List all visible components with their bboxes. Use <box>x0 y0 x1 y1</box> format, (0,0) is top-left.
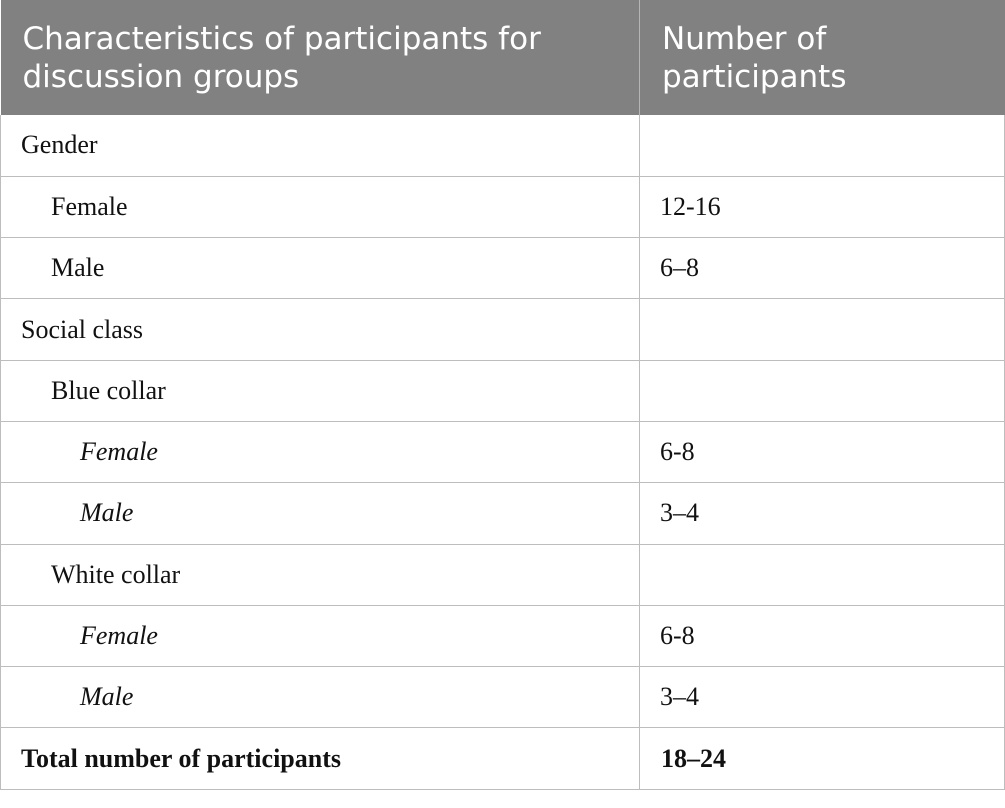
table-row <box>1 483 1005 544</box>
table-header <box>1 0 1005 115</box>
total-value: 18–24 <box>640 728 1005 789</box>
table-body <box>1 115 1005 789</box>
row-label: Gender <box>1 115 640 176</box>
row-value <box>640 544 1005 605</box>
row-value <box>640 360 1005 421</box>
table-row <box>1 176 1005 237</box>
row-label: Male <box>1 238 640 299</box>
row-value: 6–8 <box>640 238 1005 299</box>
table-row <box>1 115 1005 176</box>
row-label: Social class <box>1 299 640 360</box>
table-row <box>1 238 1005 299</box>
total-row <box>1 728 1005 789</box>
column-header-number: Number of participants <box>640 0 1005 115</box>
row-value: 3–4 <box>640 667 1005 728</box>
row-label: Blue collar <box>1 360 640 421</box>
row-value: 6-8 <box>640 605 1005 666</box>
row-value: 6-8 <box>640 421 1005 482</box>
row-label: Male <box>1 483 640 544</box>
row-label: Male <box>1 667 640 728</box>
row-value <box>640 115 1005 176</box>
header-row <box>1 0 1005 115</box>
row-value <box>640 299 1005 360</box>
total-label: Total number of participants <box>1 728 640 789</box>
row-value: 12-16 <box>640 176 1005 237</box>
table-row <box>1 421 1005 482</box>
table-row <box>1 544 1005 605</box>
row-label: Female <box>1 605 640 666</box>
row-value: 3–4 <box>640 483 1005 544</box>
table-row <box>1 360 1005 421</box>
row-label: White collar <box>1 544 640 605</box>
row-label: Female <box>1 176 640 237</box>
table-row <box>1 605 1005 666</box>
column-header-characteristics: Characteristics of participants for discussion groups <box>1 0 640 115</box>
table-row <box>1 667 1005 728</box>
table-row <box>1 299 1005 360</box>
row-label: Female <box>1 421 640 482</box>
